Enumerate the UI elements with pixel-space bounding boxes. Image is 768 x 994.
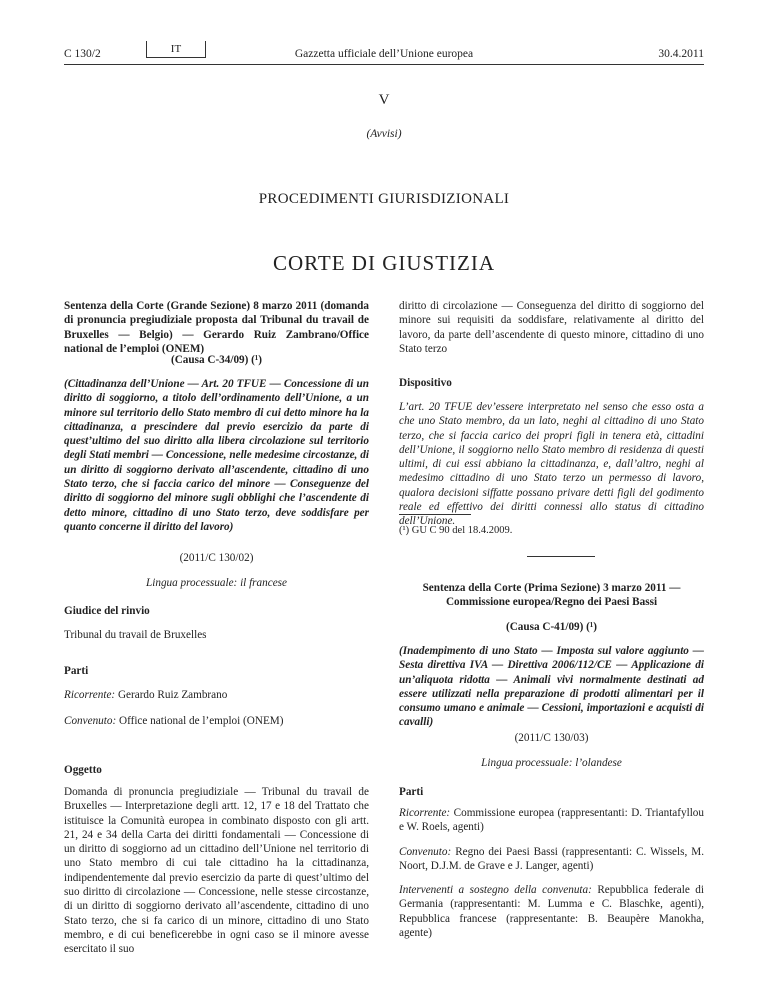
case2-ricorrente	[399, 806, 704, 835]
case1-oggetto-heading: Oggetto	[64, 764, 102, 776]
case1-reference: (2011/C 130/02)	[179, 552, 254, 564]
case2-convenuto-label: Convenuto:	[399, 846, 452, 858]
header-rule	[64, 64, 704, 65]
case1-dispositivo: L’art. 20 TFUE dev’essere interpretato nel senso che esso osta a che uno Stato membro, da un lato, neghi al cittadino di uno Stato terzo, che si faccia carico dei propri figli in tenera età, cittadini dell’Unione, il soggiorno nello Stato membro di residenza di questi ultimi, di cui essi abbiano la cittadinanza, e, dall’altro, neghi al medesimo cittadino di uno Stato terzo un permesso di lavoro, qualora decisioni siffatte possano privare detti figli del godimento reale ed effettivo dei diritti connessi allo status di cittadino dell’Unione.	[399, 401, 704, 528]
case2-convenuto-value: Regno dei Paesi Bassi (rappresentanti: C. Wissels, M. Noort, D.J.M. de Grave e J. Langer, agenti)	[399, 846, 705, 873]
case1-parti-heading: Parti	[64, 665, 89, 677]
case1-footnote: (¹) GU C 90 del 18.4.2009.	[399, 525, 513, 536]
footnote-rule	[399, 514, 471, 515]
convenuto-label: Convenuto:	[64, 715, 117, 727]
case1-summary: (Cittadinanza dell’Unione — Art. 20 TFUE — Concessione di un diritto di soggiorno, a titolo dell’ordinamento dell’Unione, a un minore sul territorio dello Stato membro di cui detto minore ha la cittadinanza, a prescindere dal previo esercizio da parte di quest’ultimo del suo diritto alla libera circolazione sul territorio degli Stati membri — Concessione, nelle medesime circostanze, di un diritto di soggiorno derivato all’ascendente, cittadino di uno Stato terzo, che si faccia carico del minore — Conseguenze del diritto di soggiorno del minore sugli obblighi che l’ascendente di detto minore, cittadino di uno Stato terzo, deve soddisfare per quanto concerne il diritto del lavoro)	[64, 378, 369, 533]
case1-oggetto: Domanda di pronuncia pregiudiziale — Tribunal du travail de Bruxelles — Interpretazione degli artt. 12, 17 e 18 del Trattato che istituisce la Comunità europea in combinato disposto con gli artt. 21, 24 e 34 della Carta dei diritti fondamentali — Concessione di un diritto di soggiorno ad un cittadino dell’Unione nel territorio di uno Stato membro di cui tale cittadino ha la cittadinanza, indipendentemente dal previo esercizio da parte di quest’ultimo del suo diritto di circolazione — Concessione, nelle stesse circostanze, di un diritto di soggiorno derivato all’ascendente, cittadino di uno Stato terzo, che si fa carico di un minore, cittadino di uno Stato membro, e di cui beneficerebbe in ogni caso se il minore avesse esercitato il suo	[64, 786, 369, 956]
case1-dispositivo-heading: Dispositivo	[399, 377, 452, 389]
case1-ricorrente	[64, 688, 369, 702]
case2-title: Sentenza della Corte (Prima Sezione) 3 marzo 2011 — Commissione europea/Regno dei Paesi Bassi	[422, 582, 681, 609]
case2-convenuto	[399, 845, 704, 874]
court-title: CORTE DI GIUSTIZIA	[272, 251, 496, 275]
case1-giudice: Tribunal du travail de Bruxelles	[64, 629, 207, 641]
language-badge: IT	[146, 41, 206, 58]
part-number: V	[378, 92, 390, 108]
journal-code: C 130/2	[64, 48, 101, 60]
case2-ricorrente-value: Commissione europea (rappresentanti: D. Triantafyllou e W. Roels, agenti)	[399, 807, 704, 834]
case1-convenuto	[64, 714, 369, 728]
case1-language: Lingua processuale: il francese	[146, 577, 287, 589]
case2-summary: (Inadempimento di uno Stato — Imposta sul valore aggiunto — Sesta direttiva IVA — Direttiva 2006/112/CE — Applicazione di un’aliquota ridotta — Animali vivi normalmente destinati ad essere utilizzati nella preparazione di prodotti alimentari per il consumo umano e animale — Cessioni, importazioni e acquisti di cavalli)	[399, 645, 704, 729]
case1-causa: (Causa C-34/09) (¹)	[171, 354, 262, 366]
part-subtitle: (Avvisi)	[366, 128, 402, 140]
ricorrente-value: Gerardo Ruiz Zambrano	[117, 689, 228, 701]
section-title: PROCEDIMENTI GIURISDIZIONALI	[258, 191, 510, 207]
case2-parti-heading: Parti	[399, 786, 424, 798]
case2-intervenienti-value: Repubblica federale di Germania (rappresentanti: M. Lumma e C. Blaschke, agenti), Repubblica francese (rappresentante: B. Beaupère Manokha, agente)	[399, 884, 704, 939]
case1-title: Sentenza della Corte (Grande Sezione) 8 marzo 2011 (domanda di pronuncia pregiudiziale proposta dal Tribunal du travail de Bruxelles — Belgio) — Gerardo Ruiz Zambrano/Office national de l’emploi (ONEM)	[64, 300, 369, 355]
case2-intervenienti-label: Intervenenti a sostegno della convenuta:	[399, 884, 592, 896]
journal-title: Gazzetta ufficiale dell’Unione europea	[294, 48, 474, 60]
case2-intervenienti	[399, 883, 704, 940]
case-separator	[527, 556, 595, 557]
journal-date: 30.4.2011	[658, 48, 704, 60]
case2-language: Lingua processuale: l’olandese	[481, 757, 622, 769]
ricorrente-label: Ricorrente:	[64, 689, 116, 701]
convenuto-value: Office national de l’emploi (ONEM)	[119, 715, 284, 727]
case2-causa: (Causa C-41/09) (¹)	[506, 621, 597, 633]
case1-oggetto-continued: diritto di circolazione — Conseguenza del diritto di soggiorno del minore sui requisiti da soddisfare, relativamente al diritto del lavoro, da parte dell’ascendente di questo minore, cittadino di uno Stato terzo	[399, 300, 704, 355]
case1-giudice-heading: Giudice del rinvio	[64, 605, 150, 617]
case2-reference: (2011/C 130/03)	[514, 732, 589, 744]
case2-ricorrente-label: Ricorrente:	[399, 807, 451, 819]
